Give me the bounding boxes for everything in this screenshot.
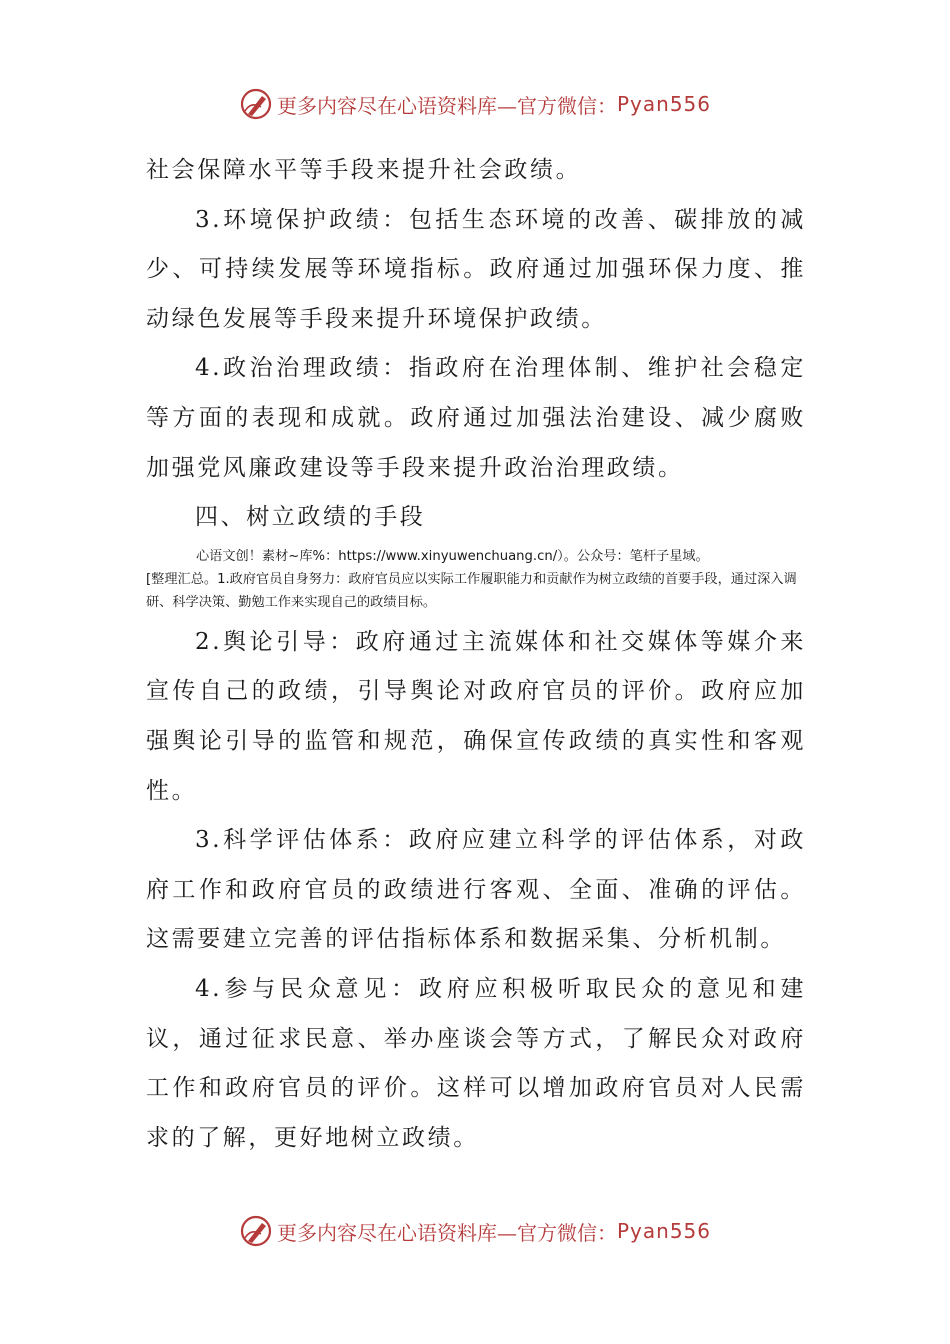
banner-text: 更多内容尽在心语资料库—: [276, 1220, 517, 1245]
paragraph-governance: 4.政治治理政绩：指政府在治理体制、维护社会稳定等方面的表现和成就。政府通过加强法治建设、减少腐败加强党风廉政建设等手段来提升政治治理政绩。: [146, 355, 806, 481]
banner-wx-label: 官方微信：: [516, 93, 617, 118]
pen-logo-icon: [239, 1214, 273, 1248]
note-line-1: 心语文创！素材~库%：https://www.xinyuwenchuang.cn/）。公众号：笔杆子星域。: [196, 548, 709, 564]
pen-logo-icon: [239, 87, 273, 121]
paragraph-environment: 3.环境保护政绩：包括生态环境的改善、碳排放的减少、可持续发展等环境指标。政府通过加强环保力度、推动绿色发展等手段来提升环境保护政绩。: [146, 206, 806, 332]
paragraph-public-input: 4.参与民众意见：政府应积极听取民众的意见和建议，通过征求民意、举办座谈会等方式，了解民众对政府工作和政府官员的评价。这样可以增加政府官员对人民需求的了解，更好地树立政绩。: [146, 975, 806, 1151]
small-print-note: [146, 545, 806, 614]
banner-text: 更多内容尽在心语资料库—: [276, 93, 517, 118]
banner-wx-id: Pyan556: [616, 1219, 711, 1243]
banner-wx-label: 官方微信：: [516, 1220, 617, 1245]
note-rest: [整理汇总。1.政府官员自身努力：政府官员应以实际工作履职能力和贡献作为树立政绩的首要手段，通过深入调研、科学决策、勤勉工作来实现自己的政绩目标。: [146, 571, 797, 610]
paragraph-public-opinion: 2.舆论引导：政府通过主流媒体和社交媒体等媒介来宣传自己的政绩，引导舆论对政府官员的评价。政府应加强舆论引导的监管和规范，确保宣传政绩的真实性和客观性。: [146, 628, 806, 804]
footer-banner: [0, 1211, 950, 1251]
header-banner: [0, 84, 950, 124]
section-heading: 四、树立政绩的手段: [195, 504, 426, 531]
banner-wx-id: Pyan556: [616, 92, 711, 116]
paragraph-evaluation: 3.科学评估体系：政府应建立科学的评估体系，对政府工作和政府官员的政绩进行客观、全面、准确的评估。这需要建立完善的评估指标体系和数据采集、分析机制。: [146, 827, 806, 953]
document-body: [146, 146, 806, 1163]
paragraph-0: 社会保障水平等手段来提升社会政绩。: [146, 157, 582, 183]
